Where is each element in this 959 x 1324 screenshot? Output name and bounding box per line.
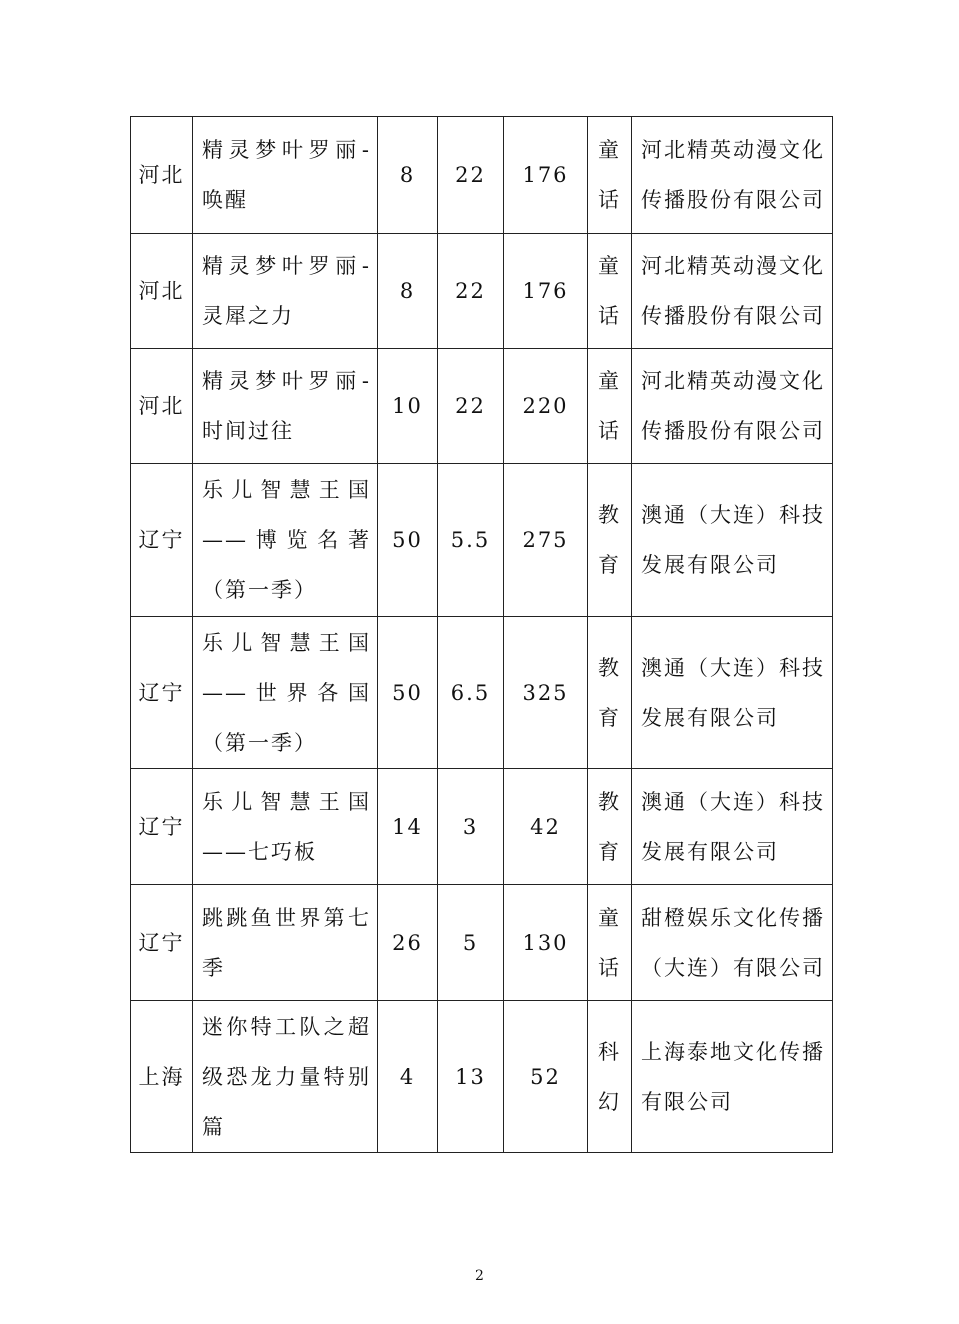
table-row [131,349,833,464]
province-cell: 上海 [131,1001,193,1153]
minutes-cell: 3 [438,769,504,885]
province-cell: 辽宁 [131,769,193,885]
episodes-cell: 8 [378,117,438,234]
genre-cell: 教育 [588,769,632,885]
table-row [131,885,833,1001]
table-row [131,1001,833,1153]
genre-cell: 童话 [588,885,632,1001]
table-row [131,617,833,769]
minutes-cell: 5.5 [438,464,504,617]
province-cell: 河北 [131,234,193,349]
province-cell: 辽宁 [131,617,193,769]
table-row [131,117,833,234]
table-row [131,769,833,885]
minutes-cell: 22 [438,234,504,349]
genre-cell: 童话 [588,349,632,464]
minutes-cell: 6.5 [438,617,504,769]
table-row [131,464,833,617]
province-cell: 辽宁 [131,885,193,1001]
title-cell: 乐儿智慧王国——博览名著（第一季） [193,464,378,617]
genre-cell: 童话 [588,234,632,349]
genre-cell: 童话 [588,117,632,234]
minutes-cell: 22 [438,349,504,464]
page-number: 2 [475,1268,484,1284]
organization-cell: 河北精英动漫文化传播股份有限公司 [632,349,833,464]
title-cell: 精灵梦叶罗丽-灵犀之力 [193,234,378,349]
minutes-cell: 5 [438,885,504,1001]
genre-cell: 教育 [588,617,632,769]
total-minutes-cell: 42 [504,769,588,885]
title-cell: 精灵梦叶罗丽-唤醒 [193,117,378,234]
organization-cell: 澳通（大连）科技发展有限公司 [632,617,833,769]
total-minutes-cell: 52 [504,1001,588,1153]
organization-cell: 河北精英动漫文化传播股份有限公司 [632,234,833,349]
minutes-cell: 22 [438,117,504,234]
organization-cell: 河北精英动漫文化传播股份有限公司 [632,117,833,234]
table-body [131,117,833,1153]
total-minutes-cell: 220 [504,349,588,464]
title-cell: 乐儿智慧王国——世界各国（第一季） [193,617,378,769]
animation-table [130,116,833,1153]
minutes-cell: 13 [438,1001,504,1153]
genre-cell: 科幻 [588,1001,632,1153]
total-minutes-cell: 275 [504,464,588,617]
episodes-cell: 50 [378,464,438,617]
episodes-cell: 8 [378,234,438,349]
total-minutes-cell: 176 [504,234,588,349]
organization-cell: 澳通（大连）科技发展有限公司 [632,464,833,617]
episodes-cell: 14 [378,769,438,885]
total-minutes-cell: 325 [504,617,588,769]
table-row [131,234,833,349]
organization-cell: 甜橙娱乐文化传播（大连）有限公司 [632,885,833,1001]
organization-cell: 上海泰地文化传播有限公司 [632,1001,833,1153]
episodes-cell: 26 [378,885,438,1001]
province-cell: 河北 [131,117,193,234]
province-cell: 辽宁 [131,464,193,617]
genre-cell: 教育 [588,464,632,617]
total-minutes-cell: 176 [504,117,588,234]
title-cell: 跳跳鱼世界第七季 [193,885,378,1001]
organization-cell: 澳通（大连）科技发展有限公司 [632,769,833,885]
title-cell: 迷你特工队之超级恐龙力量特别篇 [193,1001,378,1153]
title-cell: 精灵梦叶罗丽-时间过往 [193,349,378,464]
episodes-cell: 10 [378,349,438,464]
episodes-cell: 50 [378,617,438,769]
title-cell: 乐儿智慧王国——七巧板 [193,769,378,885]
total-minutes-cell: 130 [504,885,588,1001]
episodes-cell: 4 [378,1001,438,1153]
province-cell: 河北 [131,349,193,464]
